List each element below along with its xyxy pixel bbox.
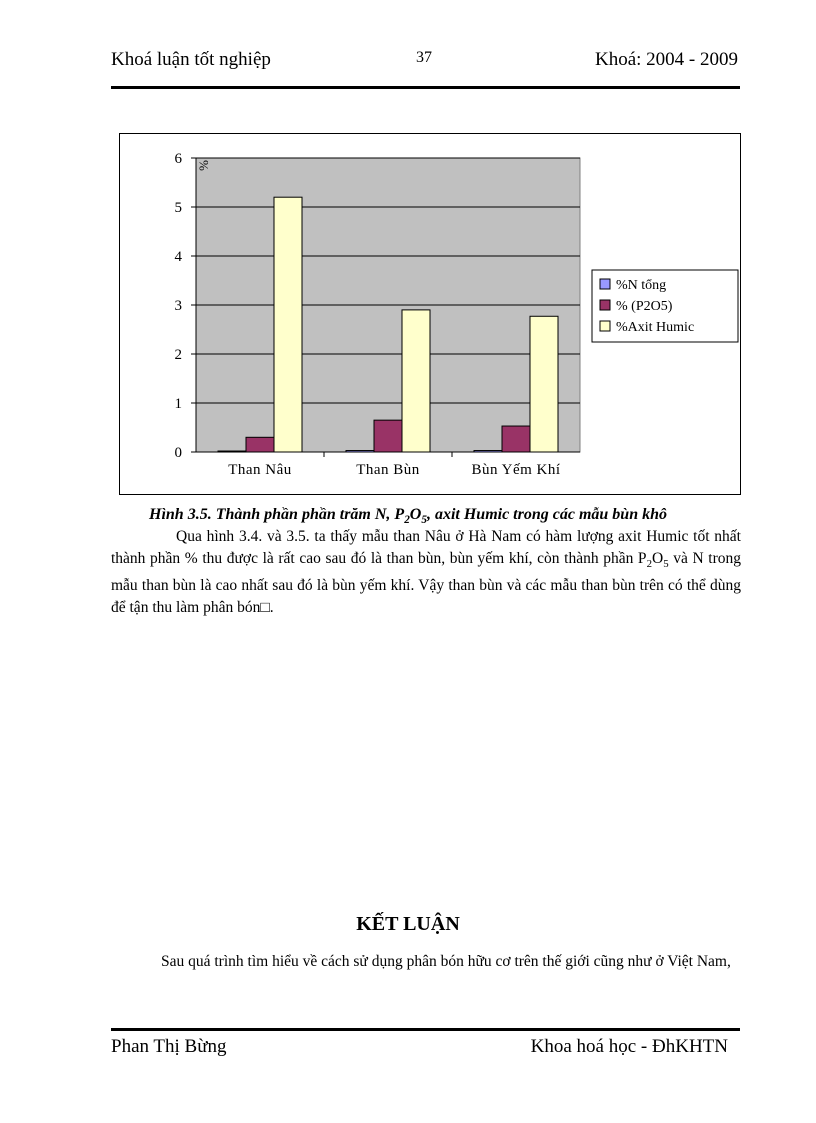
legend-label: % (P2O5) — [616, 299, 673, 314]
legend-swatch — [600, 279, 610, 289]
footer-rule — [111, 1028, 740, 1031]
paragraph-part-2: và N trong mẫu than bùn là cao nhất sau đó là bùn yếm khí. Vậy than bùn và các mẫu than bùn trên có thể dùng để tận thu làm phân bón□. — [111, 549, 741, 616]
y-tick-label: 1 — [174, 396, 182, 412]
footer-faculty: Khoa hoá học - ĐhKHTN — [530, 1036, 728, 1057]
paragraph-mid: O — [651, 549, 664, 567]
bar — [502, 426, 530, 452]
y-tick-label: 0 — [174, 445, 182, 461]
caption-suffix: , axit Humic trong các mẫu bùn khô — [426, 506, 667, 523]
y-tick-label: 4 — [174, 249, 182, 265]
y-tick-label: 2 — [174, 347, 182, 363]
chart-frame — [119, 133, 741, 495]
header-rule — [111, 86, 740, 89]
caption-mid: O — [409, 506, 422, 523]
conclusion-title: KẾT LUẬN — [356, 913, 460, 935]
y-tick-label: 5 — [174, 200, 182, 216]
paragraph-sub-2: 5 — [663, 557, 669, 570]
bar — [246, 437, 274, 452]
figure-caption — [0, 506, 816, 526]
bar — [218, 451, 246, 452]
y-tick-label: 6 — [174, 151, 182, 167]
bar-chart — [120, 134, 740, 494]
bar — [530, 316, 558, 452]
paragraph-part-1: Qua hình 3.4. và 3.5. ta thấy mẫu than Nâu ở Hà Nam có hàm lượng axit Humic tốt nhất thành phần % thu được là rất cao sau đó là than bùn, bùn yếm khí, còn thành phần P — [111, 528, 741, 567]
bar — [474, 451, 502, 452]
y-axis-label: % — [196, 160, 211, 171]
legend-swatch — [600, 300, 610, 310]
caption-sub-2: 5 — [421, 514, 427, 527]
conclusion-paragraph: Sau quá trình tìm hiểu về cách sử dụng phân bón hữu cơ trên thế giới cũng như ở Việt Nam, — [161, 953, 731, 970]
header-right-title: Khoá: 2004 - 2009 — [594, 49, 738, 70]
body-paragraph — [111, 526, 741, 618]
legend-label: %Axit Humic — [616, 320, 695, 335]
bar — [374, 420, 402, 452]
bar — [346, 451, 374, 452]
page-number: 37 — [416, 49, 432, 66]
y-tick-label: 3 — [174, 298, 182, 314]
caption-prefix: Hình 3.5. Thành phần phần trăm N, P — [149, 506, 405, 523]
bar — [274, 197, 302, 452]
x-tick-label: Than Nâu — [228, 462, 292, 478]
bar — [402, 310, 430, 452]
x-tick-label: Than Bùn — [356, 462, 420, 478]
paragraph-sub-1: 2 — [646, 557, 652, 570]
legend-label: %N tổng — [616, 278, 667, 293]
legend-swatch — [600, 321, 610, 331]
header-left-title: Khoá luận tốt nghiệp — [111, 49, 271, 70]
footer-author: Phan Thị Bừng — [111, 1036, 227, 1057]
caption-sub-1: 2 — [404, 514, 410, 527]
x-tick-label: Bùn Yếm Khí — [471, 462, 561, 478]
